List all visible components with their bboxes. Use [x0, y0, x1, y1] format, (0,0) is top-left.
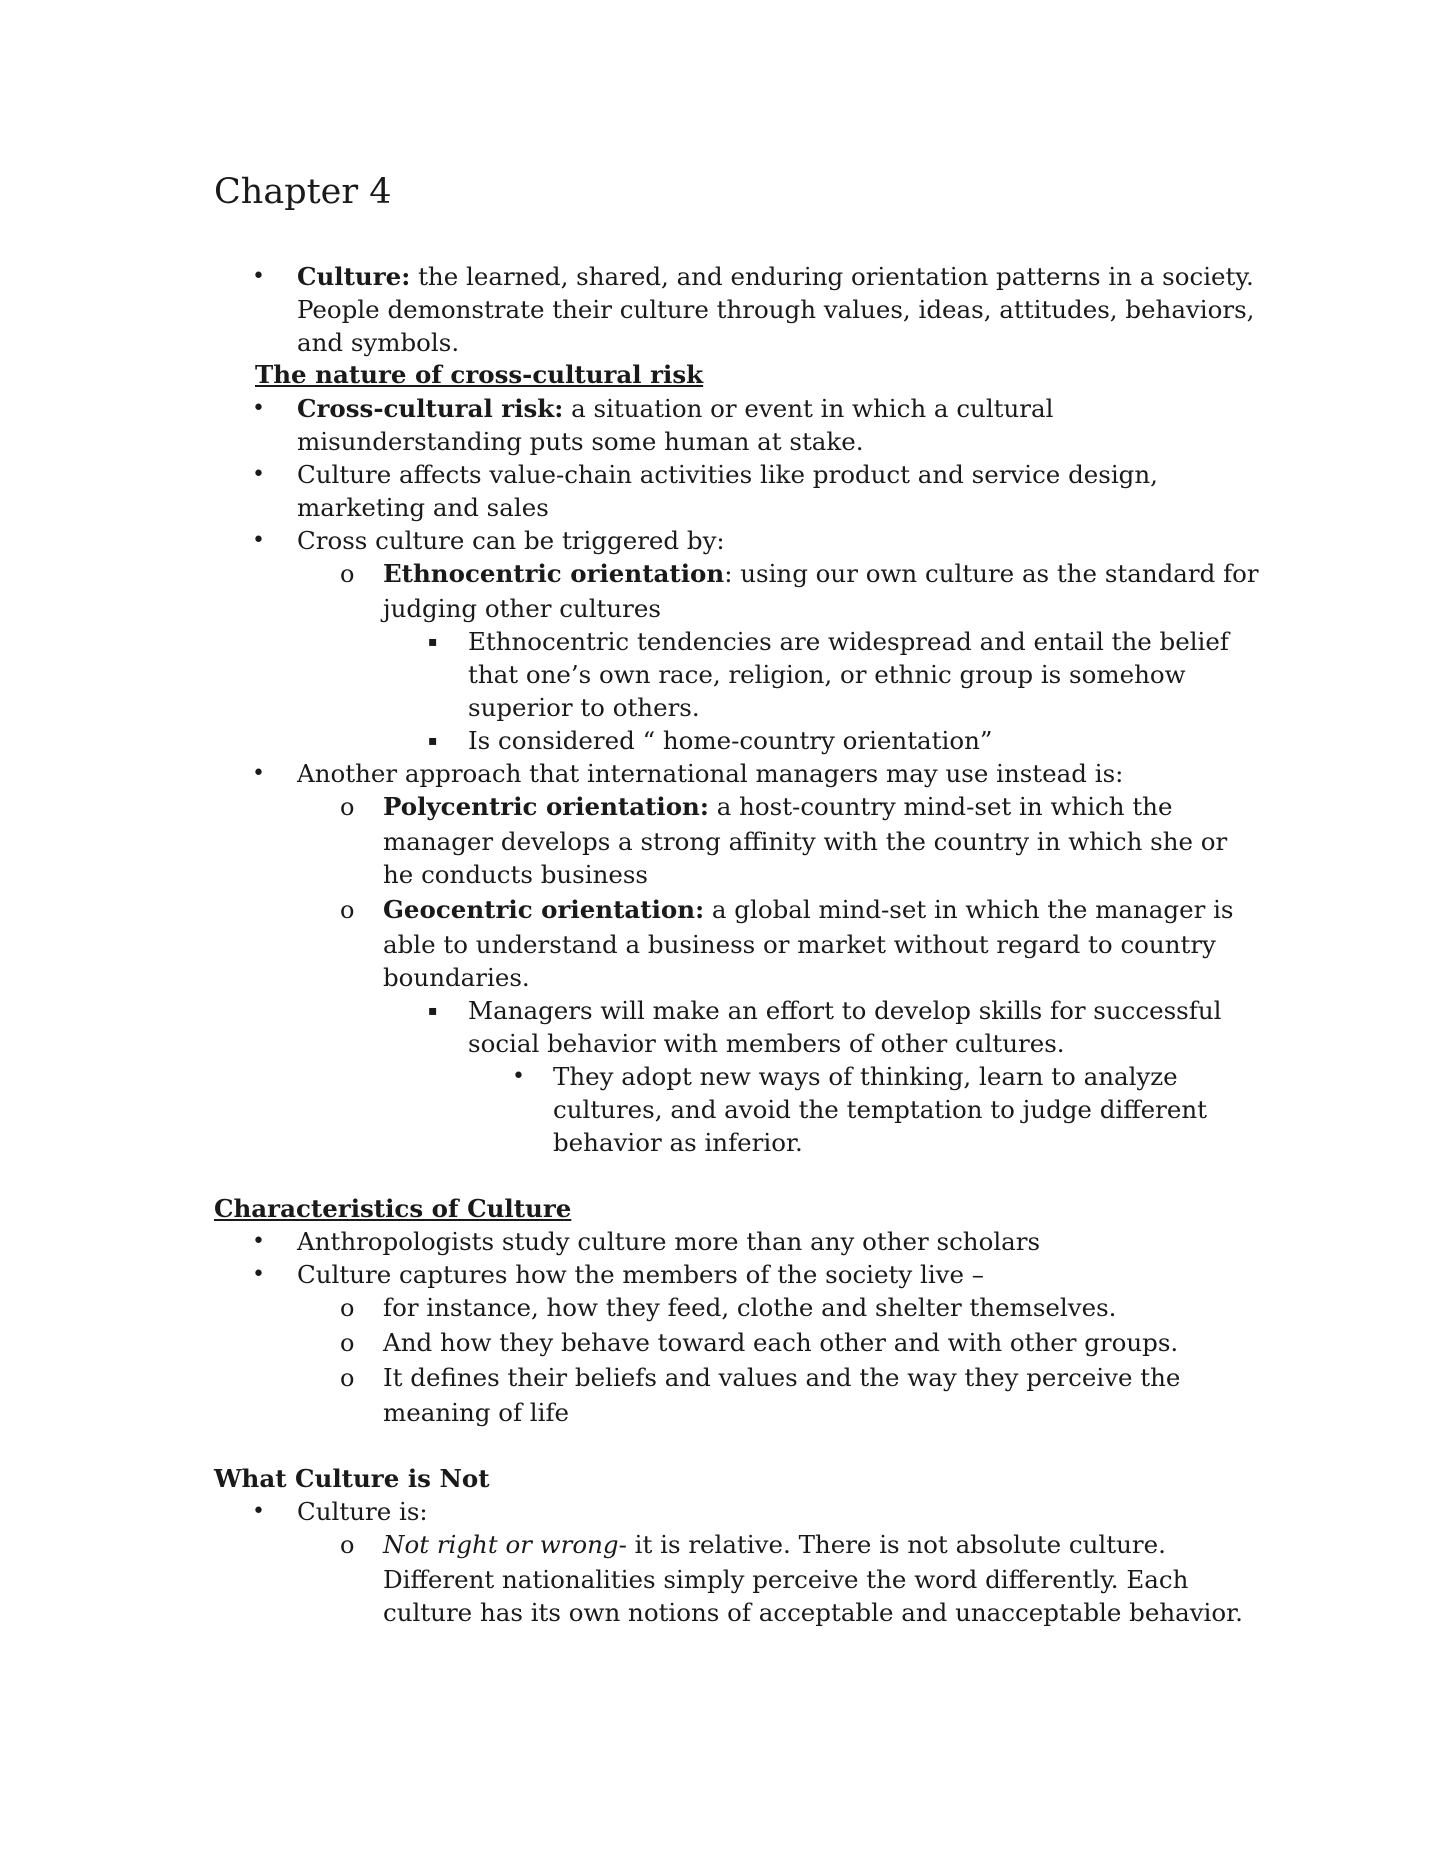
char-o1: for instance, how they feed, clothe and shelter themselves. [383, 1293, 1117, 1322]
square-bullet-icon: ▪ [428, 733, 438, 749]
circle-bullet-icon: o [340, 560, 355, 588]
circle-bullet-icon: o [340, 1364, 355, 1392]
not-b1: Culture is: [297, 1497, 428, 1526]
risk-b2-line-1: Culture affects value-chain activities like product and service design, [297, 460, 1158, 489]
geo-sub1-line-2: social behavior with members of other cultures. [468, 1029, 1065, 1058]
risk-b3: Cross culture can be triggered by: [297, 526, 725, 555]
square-bullet-icon: ▪ [428, 634, 438, 650]
square-bullet-icon: ▪ [428, 1003, 438, 1019]
geo-deep-line-2: cultures, and avoid the temptation to judge different [553, 1095, 1207, 1124]
risk-b4: Another approach that international managers may use instead is: [297, 759, 1124, 788]
risk-heading: The nature of cross-cultural risk [255, 360, 704, 389]
intro-line-3: and symbols. [297, 328, 460, 357]
not-o1-line-1: Not right or wrong- it is relative. There is not absolute culture. [383, 1530, 1166, 1559]
not-o1-line-2: Different nationalities simply perceive the word differently. Each [383, 1565, 1189, 1594]
bullet-icon: • [252, 761, 265, 786]
geo-line-1: Geocentric orientation: a global mind-set in which the manager is [383, 895, 1234, 924]
ethno-sub1-line-1: Ethnocentric tendencies are widespread and entail the belief [468, 627, 1229, 656]
circle-bullet-icon: o [340, 896, 355, 924]
bullet-icon: • [252, 462, 265, 487]
geo-line-3: boundaries. [383, 963, 530, 992]
bullet-icon: • [252, 1262, 265, 1287]
bullet-icon: • [252, 1229, 265, 1254]
poly-line-2: manager develops a strong affinity with the country in which she or [383, 827, 1228, 856]
risk-b1-line-2: misunderstanding puts some human at stake. [297, 427, 864, 456]
bullet-icon: • [512, 1064, 525, 1089]
ethno-sub2: Is considered “ home-country orientation” [468, 726, 993, 755]
ethno-line-1: Ethnocentric orientation: using our own culture as the standard for [383, 559, 1259, 588]
ethno-line-2: judging other cultures [383, 594, 661, 623]
char-b2: Culture captures how the members of the society live – [297, 1260, 985, 1289]
char-b1: Anthropologists study culture more than any other scholars [297, 1227, 1041, 1256]
char-o3-line-2: meaning of life [383, 1398, 570, 1427]
char-o2: And how they behave toward each other and with other groups. [383, 1328, 1179, 1357]
not-heading: What Culture is Not [214, 1464, 490, 1493]
bullet-icon: • [252, 1499, 265, 1524]
bullet-icon: • [252, 396, 265, 421]
char-o3-line-1: It defines their beliefs and values and the way they perceive the [383, 1363, 1181, 1392]
risk-b1-line-1: Cross-cultural risk: a situation or event in which a cultural [297, 394, 1054, 423]
culture-term: Culture: [297, 262, 411, 291]
ethno-sub1-line-2: that one’s own race, religion, or ethnic group is somehow [468, 660, 1186, 689]
bullet-icon: • [252, 264, 265, 289]
geo-line-2: able to understand a business or market without regard to country [383, 930, 1216, 959]
ethno-sub1-line-3: superior to others. [468, 693, 700, 722]
geo-sub1-line-1: Managers will make an effort to develop skills for successful [468, 996, 1222, 1025]
circle-bullet-icon: o [340, 1294, 355, 1322]
poly-line-3: he conducts business [383, 860, 649, 889]
circle-bullet-icon: o [340, 1531, 355, 1559]
geo-deep-line-3: behavior as inferior. [553, 1128, 803, 1157]
poly-line-1: Polycentric orientation: a host-country mind-set in which the [383, 792, 1173, 821]
intro-line-2: People demonstrate their culture through values, ideas, attitudes, behaviors, [297, 295, 1255, 324]
geo-deep-line-1: They adopt new ways of thinking, learn to analyze [553, 1062, 1178, 1091]
intro-line-1: Culture: the learned, shared, and enduring orientation patterns in a society. [297, 262, 1254, 291]
circle-bullet-icon: o [340, 793, 355, 821]
circle-bullet-icon: o [340, 1329, 355, 1357]
risk-b2-line-2: marketing and sales [297, 493, 549, 522]
not-o1-line-3: culture has its own notions of acceptable and unacceptable behavior. [383, 1598, 1243, 1627]
characteristics-heading: Characteristics of Culture [214, 1194, 572, 1223]
page-title: Chapter 4 [214, 172, 392, 212]
bullet-icon: • [252, 528, 265, 553]
